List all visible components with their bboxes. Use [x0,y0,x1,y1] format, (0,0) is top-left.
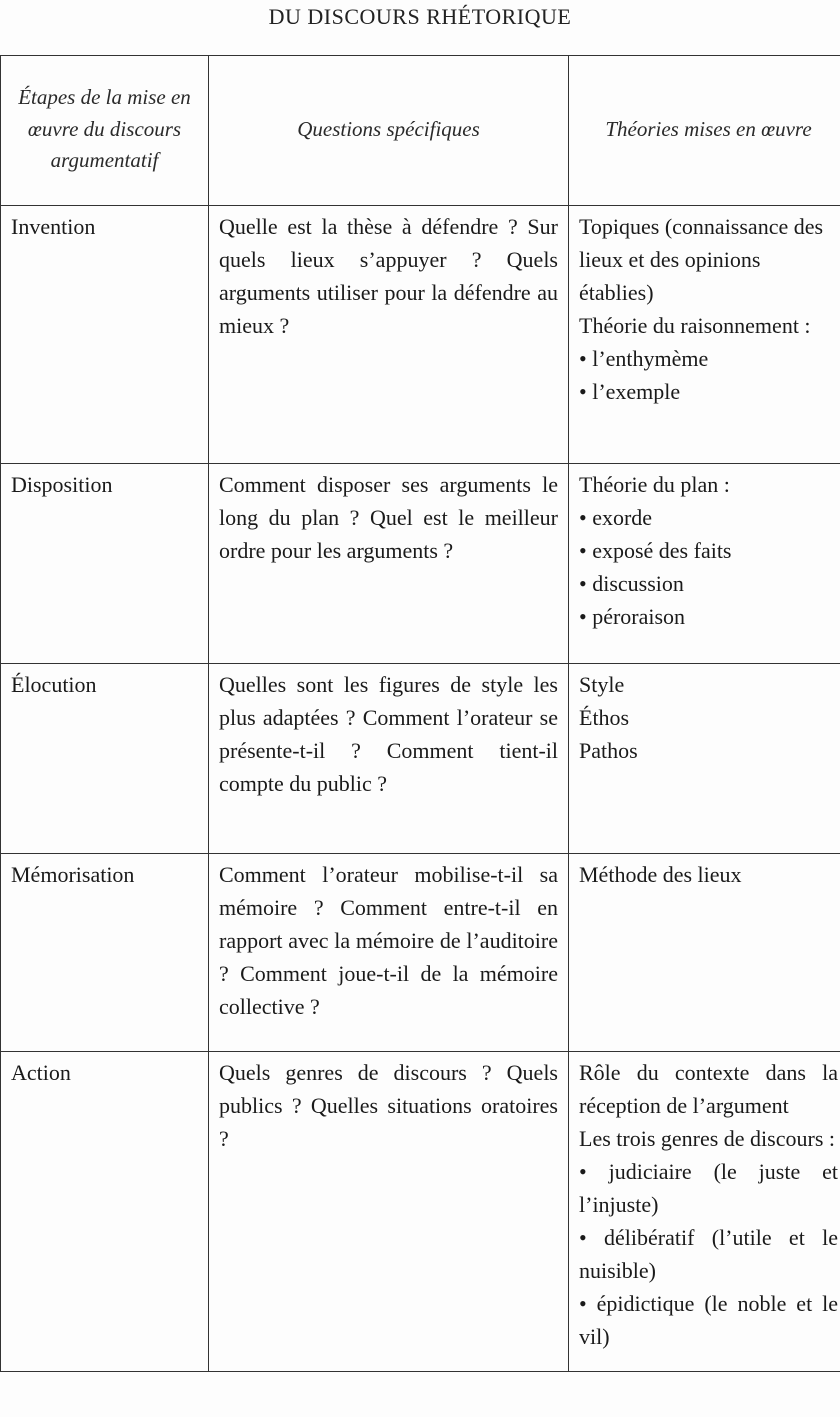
page-heading: DU DISCOURS RHÉTORIQUE [268,4,572,29]
theories-cell [569,464,840,664]
theory-item: Théorie du plan : [579,472,730,497]
theory-bullet: • délibératif (l’utile et le nuisible) [579,1221,838,1287]
stage-cell: Élocution [1,664,209,854]
theory-item: Pathos [579,738,638,763]
stage-cell: Invention [1,206,209,464]
theory-item: Style [579,672,625,697]
table-row [1,664,840,854]
questions-cell: Quels genres de discours ? Quels publics ? Quelles situations oratoires ? [209,1052,569,1372]
stage-cell: Disposition [1,464,209,664]
table-row [1,854,840,1052]
theory-item: Éthos [579,705,630,730]
header-theories: Théories mises en œuvre [569,56,840,206]
header-questions: Questions spécifiques [209,56,569,206]
theory-bullet: • discussion [579,567,838,600]
theory-item: Les trois genres de discours : [579,1126,835,1151]
table-row [1,464,840,664]
theory-bullet: • exorde [579,501,838,534]
theory-item: Théorie du raisonnement : [579,313,811,338]
theories-cell [569,206,840,464]
theories-cell [569,854,840,1052]
theory-bullet: • l’enthymème [579,342,838,375]
header-stages: Étapes de la mise en œuvre du discours argumentatif [1,56,209,206]
theory-item: Topiques (connaissance des lieux et des opinions établies) [579,214,824,305]
table-row [1,1052,840,1372]
theory-bullet: • péroraison [579,600,838,633]
table-header-row [1,56,840,206]
theory-bullet: • l’exemple [579,375,838,408]
table-row [1,206,840,464]
theory-bullet: • exposé des faits [579,534,838,567]
theory-item: Méthode des lieux [579,862,742,887]
questions-cell: Comment disposer ses arguments le long du plan ? Quel est le meilleur ordre pour les arguments ? [209,464,569,664]
stage-cell: Action [1,1052,209,1372]
theory-bullet: • épidictique (le noble et le vil) [579,1287,838,1353]
questions-cell: Comment l’orateur mobilise-t-il sa mémoire ? Comment entre-t-il en rapport avec la mémoire de l’auditoire ? Comment joue-t-il de la mémoire collective ? [209,854,569,1052]
theory-bullet: • judiciaire (le juste et l’injuste) [579,1155,838,1221]
questions-cell: Quelles sont les figures de style les plus adaptées ? Comment l’orateur se présente-t-il ? Comment tient-il compte du public ? [209,664,569,854]
rhetoric-table [0,55,840,1372]
theories-cell [569,664,840,854]
questions-cell: Quelle est la thèse à défendre ? Sur quels lieux s’appuyer ? Quels arguments utiliser pour la défendre au mieux ? [209,206,569,464]
theories-cell [569,1052,840,1372]
stage-cell: Mémorisation [1,854,209,1052]
theory-item: Rôle du contexte dans la réception de l’argument [579,1060,838,1118]
